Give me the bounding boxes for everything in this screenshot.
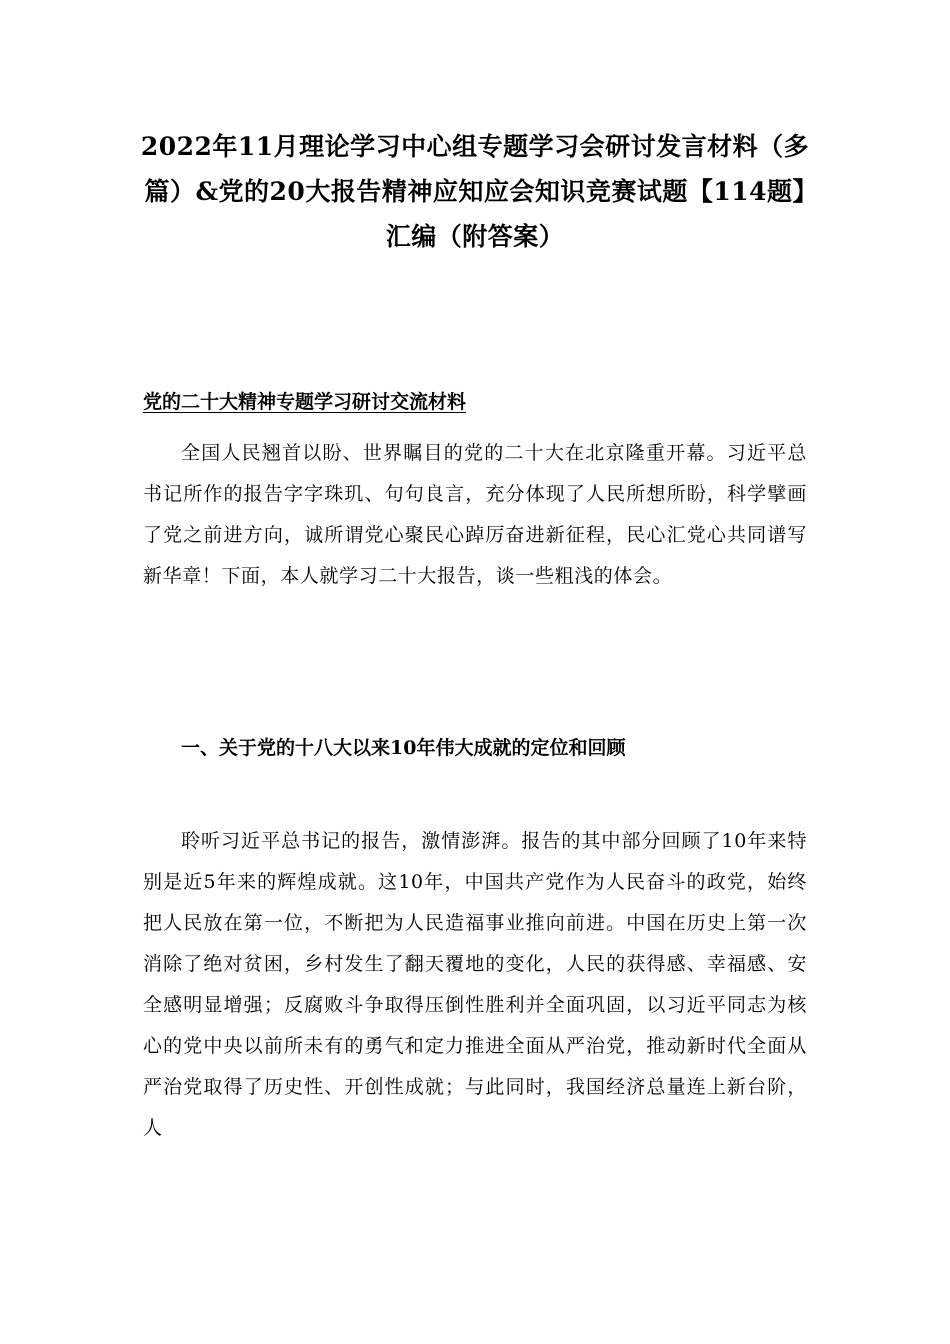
section-heading: 一、关于党的十八大以来10年伟大成就的定位和回顾 <box>181 737 626 759</box>
body-paragraph: 全国人民翘首以盼、世界瞩目的党的二十大在北京隆重开幕。习近平总书记所作的报告字字珠玑、句句良言，充分体现了人民所想所盼，科学擘画了党之前进方向，诚所谓党心聚民心踔厉奋进新征程，民心汇党心共同谱写新华章！下面，本人就学习二十大报告，谈一些粗浅的体会。 <box>143 442 807 587</box>
body-paragraph: 聆听习近平总书记的报告，激情澎湃。报告的其中部分回顾了10年来特别是近5年来的辉煌成就。这10年，中国共产党作为人民奋斗的政党，始终把人民放在第一位，不断把为人民造福事业推向前进。中国在历史上第一次消除了绝对贫困，乡村发生了翻天覆地的变化，人民的获得感、幸福感、安全感明显增强；反腐败斗争取得压倒性胜利并全面巩固，以习近平同志为核心的党中央以前所未有的勇气和定力推进全面从严治党，推动新时代全面从严治党取得了历史性、开创性成就；与此同时，我国经济总量连上新台阶，人 <box>143 830 807 1139</box>
section-title: 党的二十大精神专题学习研讨交流材料 <box>143 391 467 413</box>
document-title: 2022年11月理论学习中心组专题学习会研讨发言材料（多篇）&党的20大报告精神应知应会知识竞赛试题【114题】汇编（附答案） <box>140 132 810 251</box>
